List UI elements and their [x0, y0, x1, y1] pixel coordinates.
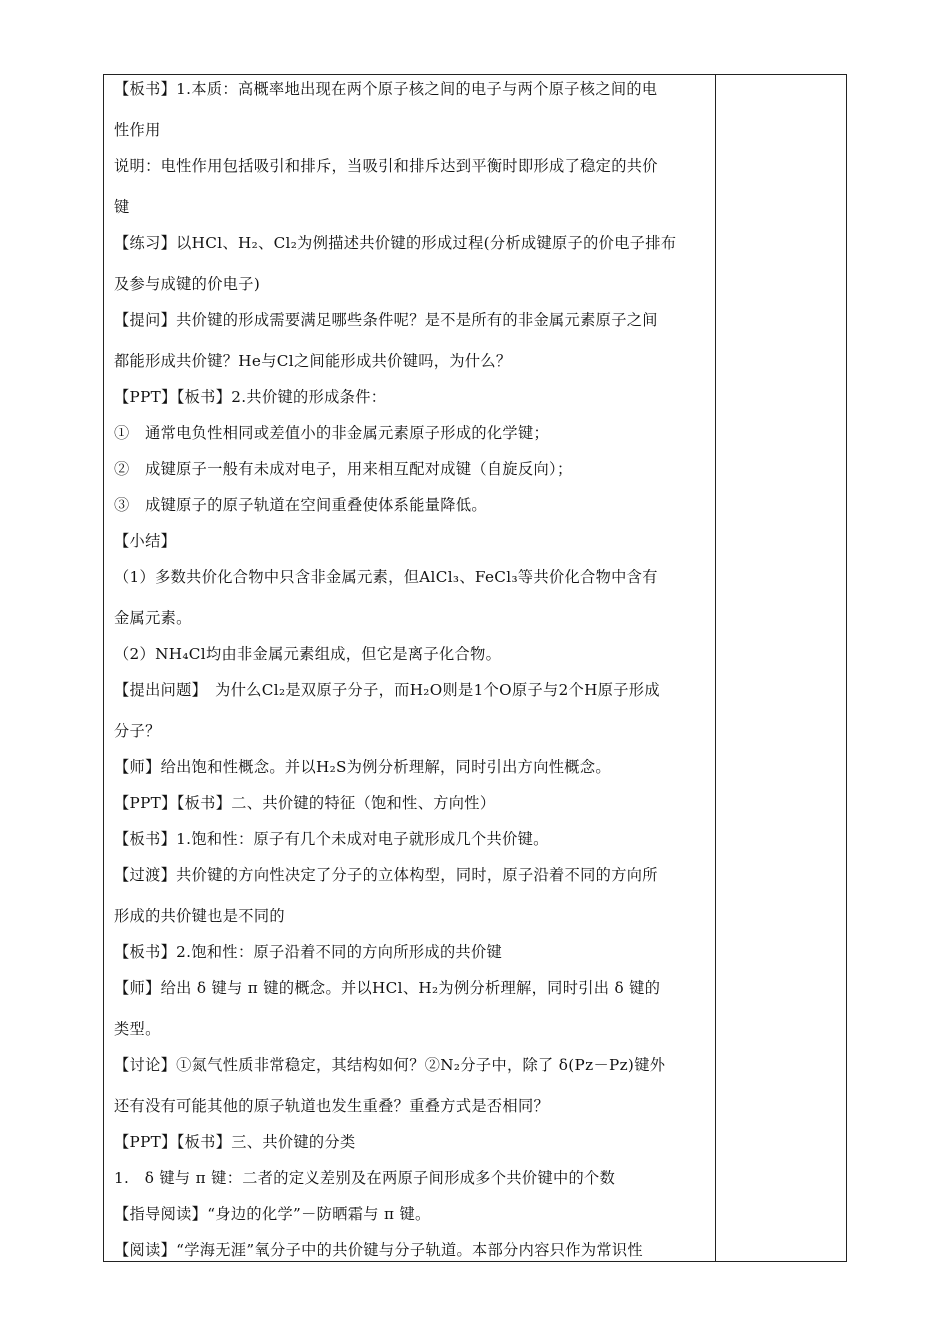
- notes-cell: [716, 75, 846, 1261]
- lesson-content-cell: [104, 75, 715, 1261]
- text-line: 【板书】1.饱和性：原子有几个未成对电子就形成几个共价键。: [114, 830, 549, 848]
- text-line: 形成的共价键也是不同的: [114, 907, 285, 925]
- text-line: 都能形成共价键？He与Cl之间能形成共价键吗，为什么？: [114, 352, 512, 370]
- text-line: （1）多数共价化合物中只含非金属元素，但AlCl₃、FeCl₃等共价化合物中含有: [114, 568, 658, 586]
- text-line: ② 成键原子一般有未成对电子，用来相互配对成键（自旋反向）；: [114, 460, 573, 478]
- text-line: 【过渡】共价键的方向性决定了分子的立体构型，同时，原子沿着不同的方向所: [114, 866, 658, 884]
- text-line: 性作用: [114, 121, 161, 139]
- text-line: 1. δ 键与 π 键：二者的定义差别及在两原子间形成多个共价键中的个数: [114, 1169, 616, 1187]
- text-line: 键: [114, 198, 130, 216]
- text-line: 【指导阅读】“身边的化学”－防晒霜与 π 键。: [114, 1205, 431, 1223]
- text-line: 【阅读】“学海无涯”氧分子中的共价键与分子轨道。本部分内容只作为常识性: [114, 1241, 643, 1259]
- text-line: 【提问】共价键的形成需要满足哪些条件呢？是不是所有的非金属元素原子之间: [114, 311, 658, 329]
- text-line: 【练习】以HCl、H₂、Cl₂为例描述共价键的形成过程(分析成键原子的价电子排布: [114, 234, 677, 252]
- text-line: 【小结】: [114, 532, 177, 550]
- text-line: 说明：电性作用包括吸引和排斥，当吸引和排斥达到平衡时即形成了稳定的共价: [114, 157, 658, 175]
- text-line: 【板书】1.本质：高概率地出现在两个原子核之间的电子与两个原子核之间的电: [114, 80, 658, 98]
- text-line: 金属元素。: [114, 609, 192, 627]
- text-line: 【讨论】①氮气性质非常稳定，其结构如何？②N₂分子中，除了 δ(Pz－Pz)键外: [114, 1056, 666, 1074]
- text-line: 类型。: [114, 1020, 161, 1038]
- text-line: 【提出问题】 为什么Cl₂是双原子分子，而H₂O则是1个O原子与2个H原子形成: [114, 681, 660, 699]
- text-line: 【师】给出 δ 键与 π 键的概念。并以HCl、H₂为例分析理解，同时引出 δ 键的: [114, 979, 661, 997]
- text-line: 及参与成键的价电子): [114, 275, 261, 293]
- text-line: 【师】给出饱和性概念。并以H₂S为例分析理解，同时引出方向性概念。: [114, 758, 611, 776]
- lesson-table: [103, 74, 847, 1262]
- text-line: 还有没有可能其他的原子轨道也发生重叠？重叠方式是否相同？: [114, 1097, 550, 1115]
- text-line: ① 通常电负性相同或差值小的非金属元素原子形成的化学键；: [114, 424, 550, 442]
- text-line: 【板书】2.饱和性：原子沿着不同的方向所形成的共价键: [114, 943, 503, 961]
- text-line: 分子？: [114, 722, 161, 740]
- text-line: ③ 成键原子的原子轨道在空间重叠使体系能量降低。: [114, 496, 487, 514]
- text-line: 【PPT】【板书】二、共价键的特征（饱和性、方向性）: [114, 794, 496, 812]
- text-line: 【PPT】【板书】2.共价键的形成条件：: [114, 388, 387, 406]
- text-line: （2）NH₄Cl均由非金属元素组成，但它是离子化合物。: [114, 645, 502, 663]
- text-line: 【PPT】【板书】三、共价键的分类: [114, 1133, 356, 1151]
